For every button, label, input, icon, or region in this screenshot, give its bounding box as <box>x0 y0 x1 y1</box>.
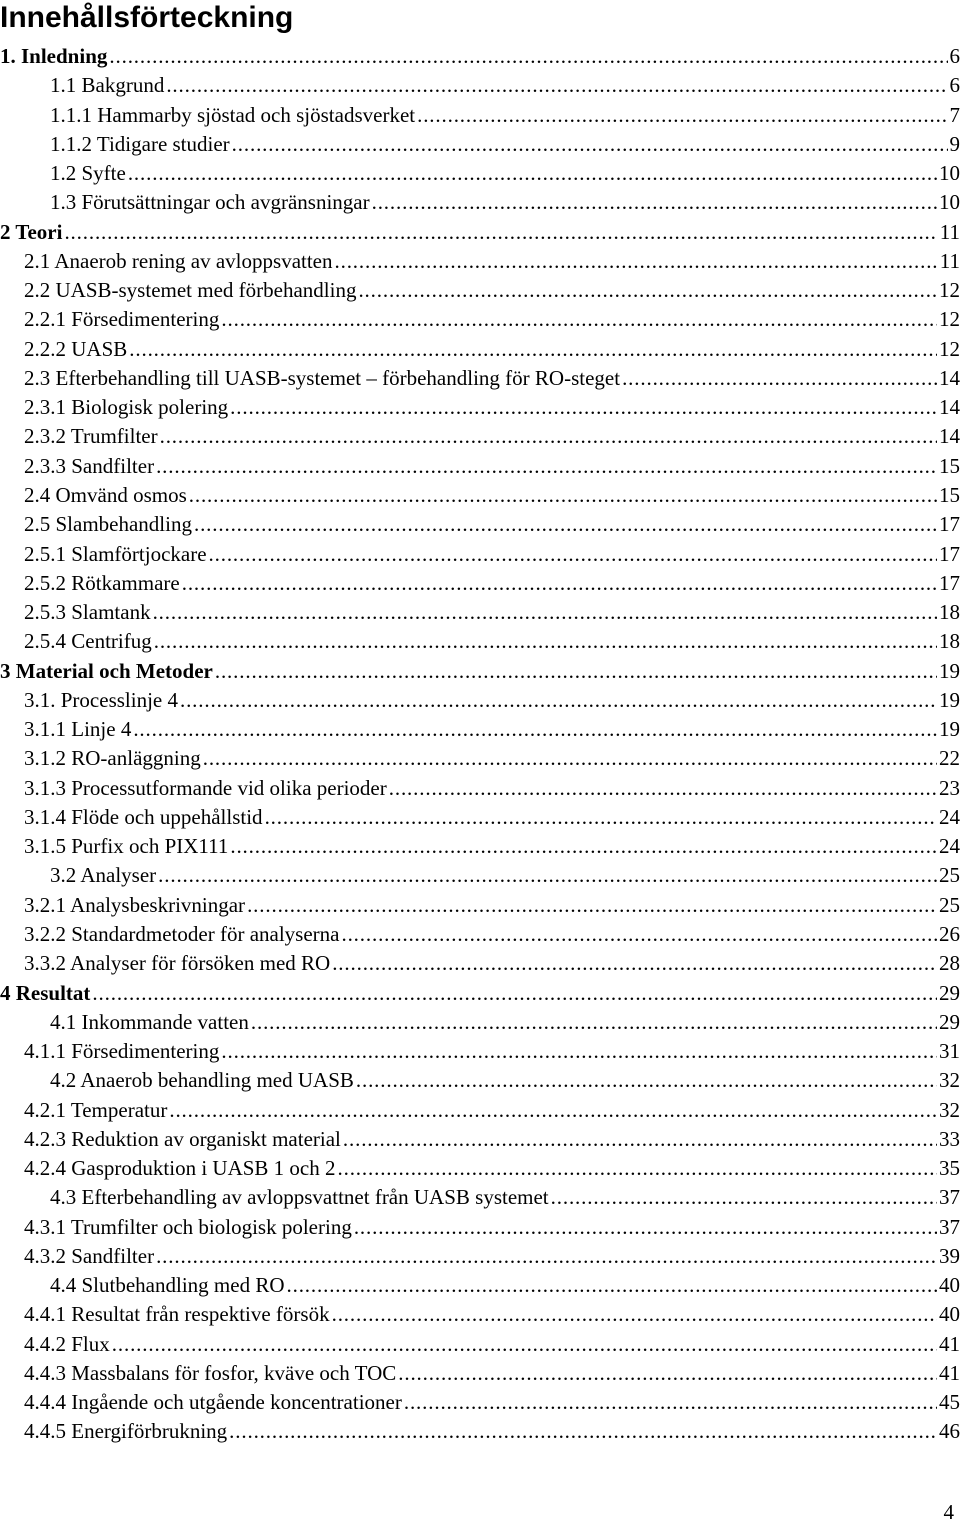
toc-entry-page: 19 <box>939 687 960 712</box>
dot-leader <box>343 1125 937 1154</box>
dot-leader <box>230 832 937 861</box>
toc-entry-label: 2.3 Efterbehandling till UASB-systemet – förbehandling för RO-steget <box>24 365 621 390</box>
toc-entry-page: 17 <box>939 570 960 595</box>
toc-entry-page: 12 <box>939 278 960 303</box>
toc-entry-page: 29 <box>939 1009 960 1034</box>
dot-leader <box>156 452 937 481</box>
toc-entry-label: 3.1.4 Flöde och uppehållstid <box>24 804 263 829</box>
dot-leader <box>169 1096 937 1125</box>
toc-entry-label: 2.2 UASB-systemet med förbehandling <box>24 278 357 303</box>
toc-entry-label: 3.2.2 Standardmetoder för analyserna <box>24 921 340 946</box>
toc-entry-label: 2.3.3 Sandfilter <box>24 453 155 478</box>
toc-entry-page: 12 <box>939 336 960 361</box>
toc-entry-page: 33 <box>939 1126 960 1151</box>
toc-entry-page: 32 <box>939 1068 960 1093</box>
dot-leader <box>230 393 937 422</box>
toc-entry[interactable] <box>0 1300 960 1329</box>
toc-entry-page: 18 <box>939 600 960 625</box>
dot-leader <box>417 101 947 130</box>
dot-leader <box>356 1066 937 1095</box>
toc-entry[interactable] <box>0 744 960 773</box>
toc-entry-page: 6 <box>949 44 960 68</box>
toc-entry-page: 18 <box>939 629 960 654</box>
dot-leader <box>156 1242 937 1271</box>
toc-entry-page: 14 <box>939 424 960 449</box>
toc-entry[interactable] <box>0 1388 960 1417</box>
toc-entry[interactable] <box>0 1417 960 1446</box>
toc-entry-page: 15 <box>939 482 960 507</box>
dot-leader <box>166 71 947 100</box>
dot-leader <box>332 1300 937 1329</box>
toc-entry-page: 37 <box>939 1214 960 1239</box>
toc-entry-label: 2.4 Omvänd osmos <box>24 482 187 507</box>
toc-entry-page: 19 <box>939 658 960 683</box>
toc-entry[interactable] <box>0 715 960 744</box>
toc-entry[interactable] <box>0 1183 960 1212</box>
toc-entry-page: 7 <box>949 102 960 127</box>
toc-entry-page: 32 <box>939 1097 960 1122</box>
toc-entry-label: 3.1. Processlinje 4 <box>24 687 178 712</box>
dot-leader <box>338 1154 938 1183</box>
dot-leader <box>160 422 937 451</box>
dot-leader <box>332 949 937 978</box>
toc-entry[interactable] <box>0 510 960 539</box>
dot-leader <box>203 744 937 773</box>
dot-leader <box>154 627 937 656</box>
dot-leader <box>221 305 937 334</box>
toc-entry[interactable] <box>0 71 960 100</box>
dot-leader <box>358 276 937 305</box>
toc-entry-label: 4 Resultat <box>0 980 91 1005</box>
toc-entry-label: 2.5.2 Rötkammare <box>24 570 180 595</box>
toc-entry-page: 11 <box>939 219 960 244</box>
dot-leader <box>109 42 947 71</box>
dot-leader <box>128 159 937 188</box>
toc-entry[interactable] <box>0 1066 960 1095</box>
toc-entry-label: 4.4 Slutbehandling med RO <box>50 1273 285 1298</box>
dot-leader <box>551 1183 937 1212</box>
toc-entry-label: 3.1.3 Processutformande vid olika perioder <box>24 775 387 800</box>
toc-entry-page: 24 <box>939 834 960 859</box>
page-number: 4 <box>943 1500 954 1524</box>
toc-entry-label: 1.1 Bakgrund <box>50 73 165 98</box>
toc-entry[interactable] <box>0 364 960 393</box>
toc-entry[interactable] <box>0 335 960 364</box>
toc-entry[interactable] <box>0 920 960 949</box>
toc-entry-label: 2.2.1 Försedimentering <box>24 307 220 332</box>
toc-entry[interactable] <box>0 481 960 510</box>
toc-entry[interactable] <box>0 627 960 656</box>
dot-leader <box>153 598 937 627</box>
toc-entry-label: 3.3.2 Analyser för försöken med RO <box>24 951 331 976</box>
toc-entry[interactable] <box>0 569 960 598</box>
toc-entry-label: 1. Inledning <box>0 44 108 68</box>
toc-entry-page: 31 <box>939 1039 960 1064</box>
dot-leader <box>221 1037 937 1066</box>
toc-entry-label: 2.3.2 Trumfilter <box>24 424 158 449</box>
toc-list <box>0 42 960 1447</box>
dot-leader <box>354 1213 937 1242</box>
toc-entry[interactable] <box>0 1271 960 1300</box>
toc-entry-label: 4.4.3 Massbalans för fosfor, kväve och TOC <box>24 1360 397 1385</box>
dot-leader <box>180 686 937 715</box>
dot-leader <box>182 569 937 598</box>
toc-entry-page: 46 <box>939 1419 960 1444</box>
dot-leader <box>112 1330 937 1359</box>
toc-entry-page: 25 <box>939 892 960 917</box>
toc-entry-page: 11 <box>939 248 960 273</box>
toc-entry-label: 2.5.3 Slamtank <box>24 600 151 625</box>
toc-entry-label: 1.3 Förutsättningar och avgränsningar <box>50 190 370 215</box>
toc-entry-label: 1.1.2 Tidigare studier <box>50 131 230 156</box>
toc-entry[interactable] <box>0 540 960 569</box>
toc-entry-label: 4.3.2 Sandfilter <box>24 1243 155 1268</box>
dot-leader <box>209 540 937 569</box>
toc-entry-label: 4.2 Anaerob behandling med UASB <box>50 1068 354 1093</box>
toc-entry-label: 2.5.4 Centrifug <box>24 629 152 654</box>
toc-entry-page: 28 <box>939 951 960 976</box>
toc-entry[interactable] <box>0 979 960 1008</box>
dot-leader <box>341 920 937 949</box>
toc-entry-label: 4.2.3 Reduktion av organiskt material <box>24 1126 341 1151</box>
toc-entry[interactable] <box>0 803 960 832</box>
toc-entry[interactable] <box>0 305 960 334</box>
dot-leader <box>247 891 937 920</box>
toc-entry-page: 29 <box>939 980 960 1005</box>
dot-leader <box>64 218 937 247</box>
toc-entry[interactable] <box>0 1037 960 1066</box>
toc-entry[interactable] <box>0 1125 960 1154</box>
dot-leader <box>389 774 937 803</box>
toc-entry-page: 15 <box>939 453 960 478</box>
toc-entry[interactable] <box>0 891 960 920</box>
toc-entry-page: 17 <box>939 541 960 566</box>
toc-entry[interactable] <box>0 657 960 686</box>
dot-leader <box>215 657 937 686</box>
toc-entry[interactable] <box>0 42 960 71</box>
toc-entry-label: 4.4.4 Ingående och utgående koncentrationer <box>24 1390 402 1415</box>
toc-entry-label: 2 Teori <box>0 219 63 244</box>
toc-entry-label: 4.1.1 Försedimentering <box>24 1039 220 1064</box>
dot-leader <box>398 1359 937 1388</box>
toc-entry-page: 37 <box>939 1185 960 1210</box>
dot-leader <box>265 803 937 832</box>
toc-entry[interactable] <box>0 1242 960 1271</box>
toc-entry-label: 1.2 Syfte <box>50 161 126 186</box>
toc-entry-label: 4.3.1 Trumfilter och biologisk polering <box>24 1214 352 1239</box>
dot-leader <box>194 510 937 539</box>
toc-entry-label: 4.2.1 Temperatur <box>24 1097 168 1122</box>
toc-entry-page: 9 <box>949 131 960 156</box>
toc-entry-page: 23 <box>939 775 960 800</box>
toc-entry-label: 2.3.1 Biologisk polering <box>24 395 229 420</box>
toc-entry[interactable] <box>0 832 960 861</box>
dot-leader <box>287 1271 938 1300</box>
toc-entry-label: 3.1.2 RO-anläggning <box>24 746 201 771</box>
toc-entry-label: 4.1 Inkommande vatten <box>50 1009 249 1034</box>
dot-leader <box>251 1008 937 1037</box>
toc-title: Innehållsförteckning <box>0 1 294 34</box>
dot-leader <box>622 364 937 393</box>
toc-entry[interactable] <box>0 1008 960 1037</box>
toc-entry[interactable] <box>0 1330 960 1359</box>
dot-leader <box>335 247 938 276</box>
toc-entry[interactable] <box>0 686 960 715</box>
toc-entry[interactable] <box>0 393 960 422</box>
toc-entry-label: 4.2.4 Gasproduktion i UASB 1 och 2 <box>24 1156 336 1181</box>
toc-entry-label: 4.4.5 Energiförbrukning <box>24 1419 228 1444</box>
toc-entry-page: 45 <box>939 1390 960 1415</box>
toc-entry-page: 17 <box>939 512 960 537</box>
toc-entry[interactable] <box>0 861 960 890</box>
dot-leader <box>232 130 948 159</box>
toc-entry[interactable] <box>0 276 960 305</box>
toc-entry-page: 14 <box>939 365 960 390</box>
toc-entry-page: 40 <box>939 1273 960 1298</box>
toc-entry-page: 26 <box>939 921 960 946</box>
dot-leader <box>372 188 937 217</box>
toc-entry-page: 39 <box>939 1243 960 1268</box>
toc-entry-page: 6 <box>949 73 960 98</box>
toc-entry[interactable] <box>0 101 960 130</box>
toc-entry-label: 3 Material och Metoder <box>0 658 213 683</box>
toc-entry-label: 3.2.1 Analysbeskrivningar <box>24 892 246 917</box>
toc-entry[interactable] <box>0 218 960 247</box>
toc-entry[interactable] <box>0 422 960 451</box>
toc-entry[interactable] <box>0 774 960 803</box>
toc-entry-label: 3.1.1 Linje 4 <box>24 717 132 742</box>
toc-entry-label: 2.5.1 Slamförtjockare <box>24 541 207 566</box>
toc-entry-label: 1.1.1 Hammarby sjöstad och sjöstadsverket <box>50 102 416 127</box>
dot-leader <box>92 979 937 1008</box>
toc-entry[interactable] <box>0 1154 960 1183</box>
toc-entry-page: 22 <box>939 746 960 771</box>
dot-leader <box>129 335 937 364</box>
toc-entry-page: 12 <box>939 307 960 332</box>
toc-entry-page: 14 <box>939 395 960 420</box>
toc-entry-label: 3.2 Analyser <box>50 863 157 888</box>
toc-entry[interactable] <box>0 1213 960 1242</box>
toc-entry-label: 3.1.5 Purfix och PIX111 <box>24 834 229 859</box>
toc-entry-page: 35 <box>939 1156 960 1181</box>
dot-leader <box>158 861 937 890</box>
toc-entry[interactable] <box>0 1359 960 1388</box>
toc-entry-label: 4.4.1 Resultat från respektive försök <box>24 1302 330 1327</box>
dot-leader <box>133 715 937 744</box>
toc-entry-page: 10 <box>939 190 960 215</box>
toc-entry-label: 4.3 Efterbehandling av avloppsvattnet från UASB systemet <box>50 1185 549 1210</box>
toc-entry-label: 2.2.2 UASB <box>24 336 128 361</box>
toc-entry-page: 25 <box>939 863 960 888</box>
toc-entry-page: 41 <box>939 1331 960 1356</box>
toc-entry-page: 40 <box>939 1302 960 1327</box>
toc-entry[interactable] <box>0 598 960 627</box>
toc-entry-label: 2.5 Slambehandling <box>24 512 192 537</box>
toc-entry[interactable] <box>0 949 960 978</box>
toc-entry[interactable] <box>0 130 960 159</box>
toc-entry-label: 2.1 Anaerob rening av avloppsvatten <box>24 248 333 273</box>
toc-entry[interactable] <box>0 188 960 217</box>
toc-entry[interactable] <box>0 452 960 481</box>
toc-entry-page: 10 <box>939 161 960 186</box>
toc-entry-page: 19 <box>939 717 960 742</box>
toc-entry[interactable] <box>0 1096 960 1125</box>
dot-leader <box>404 1388 937 1417</box>
toc-entry-page: 41 <box>939 1360 960 1385</box>
dot-leader <box>229 1417 937 1446</box>
dot-leader <box>189 481 937 510</box>
toc-entry[interactable] <box>0 159 960 188</box>
toc-entry[interactable] <box>0 247 960 276</box>
toc-entry-page: 24 <box>939 804 960 829</box>
toc-entry-label: 4.4.2 Flux <box>24 1331 110 1356</box>
